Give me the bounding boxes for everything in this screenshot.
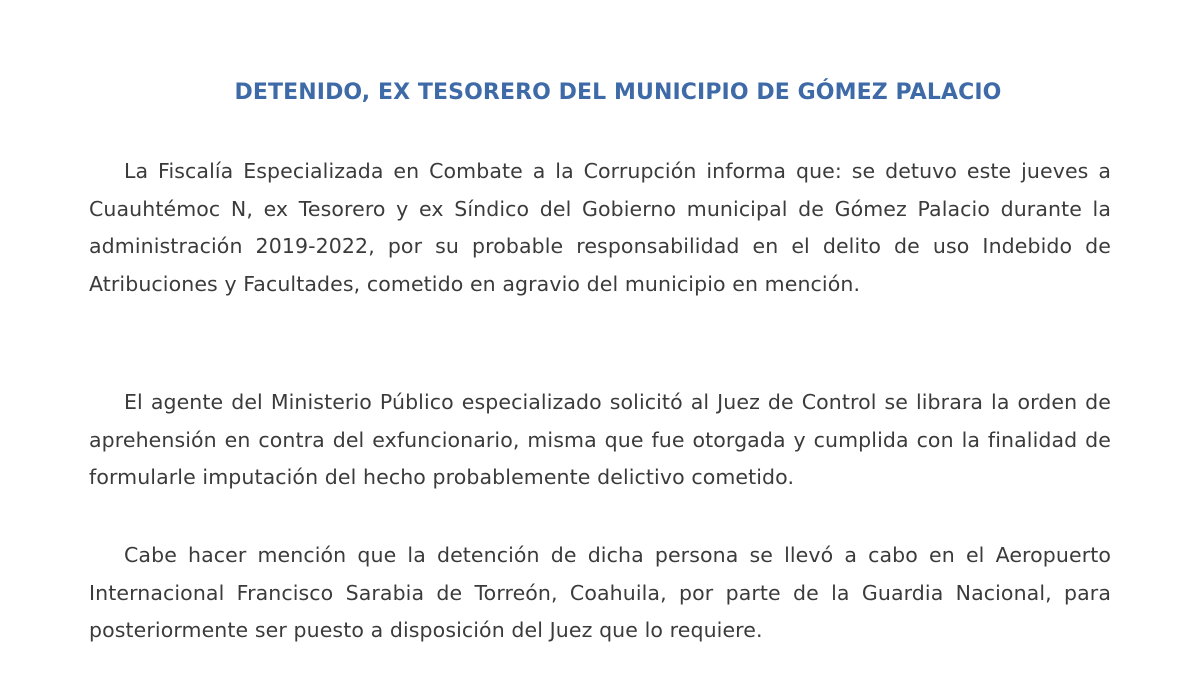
document-title: DETENIDO, EX TESORERO DEL MUNICIPIO DE GÓMEZ PALACIO	[234, 80, 1002, 105]
body-paragraph-1: La Fiscalía Especializada en Combate a la Corrupción informa que: se detuvo este jueves a Cuauhtémoc N, ex Tesorero y ex Síndico del Gobierno municipal de Gómez Palacio durante la administración 2019-2022, por su probable responsabilidad en el delito de uso Indebido de Atribuciones y Facultades, cometido en agravio del municipio en mención.	[89, 159, 1111, 296]
body-paragraph-2: El agente del Ministerio Público especializado solicitó al Juez de Control se librara la orden de aprehensión en contra del exfuncionario, misma que fue otorgada y cumplida con la finalidad de formularle imputación del hecho probablemente delictivo cometido.	[89, 390, 1111, 489]
body-paragraph-3: Cabe hacer mención que la detención de dicha persona se llevó a cabo en el Aeropuerto Internacional Francisco Sarabia de Torreón, Coahuila, por parte de la Guardia Nacional, para posteriormente ser puesto a disposición del Juez que lo requiere.	[89, 543, 1111, 642]
